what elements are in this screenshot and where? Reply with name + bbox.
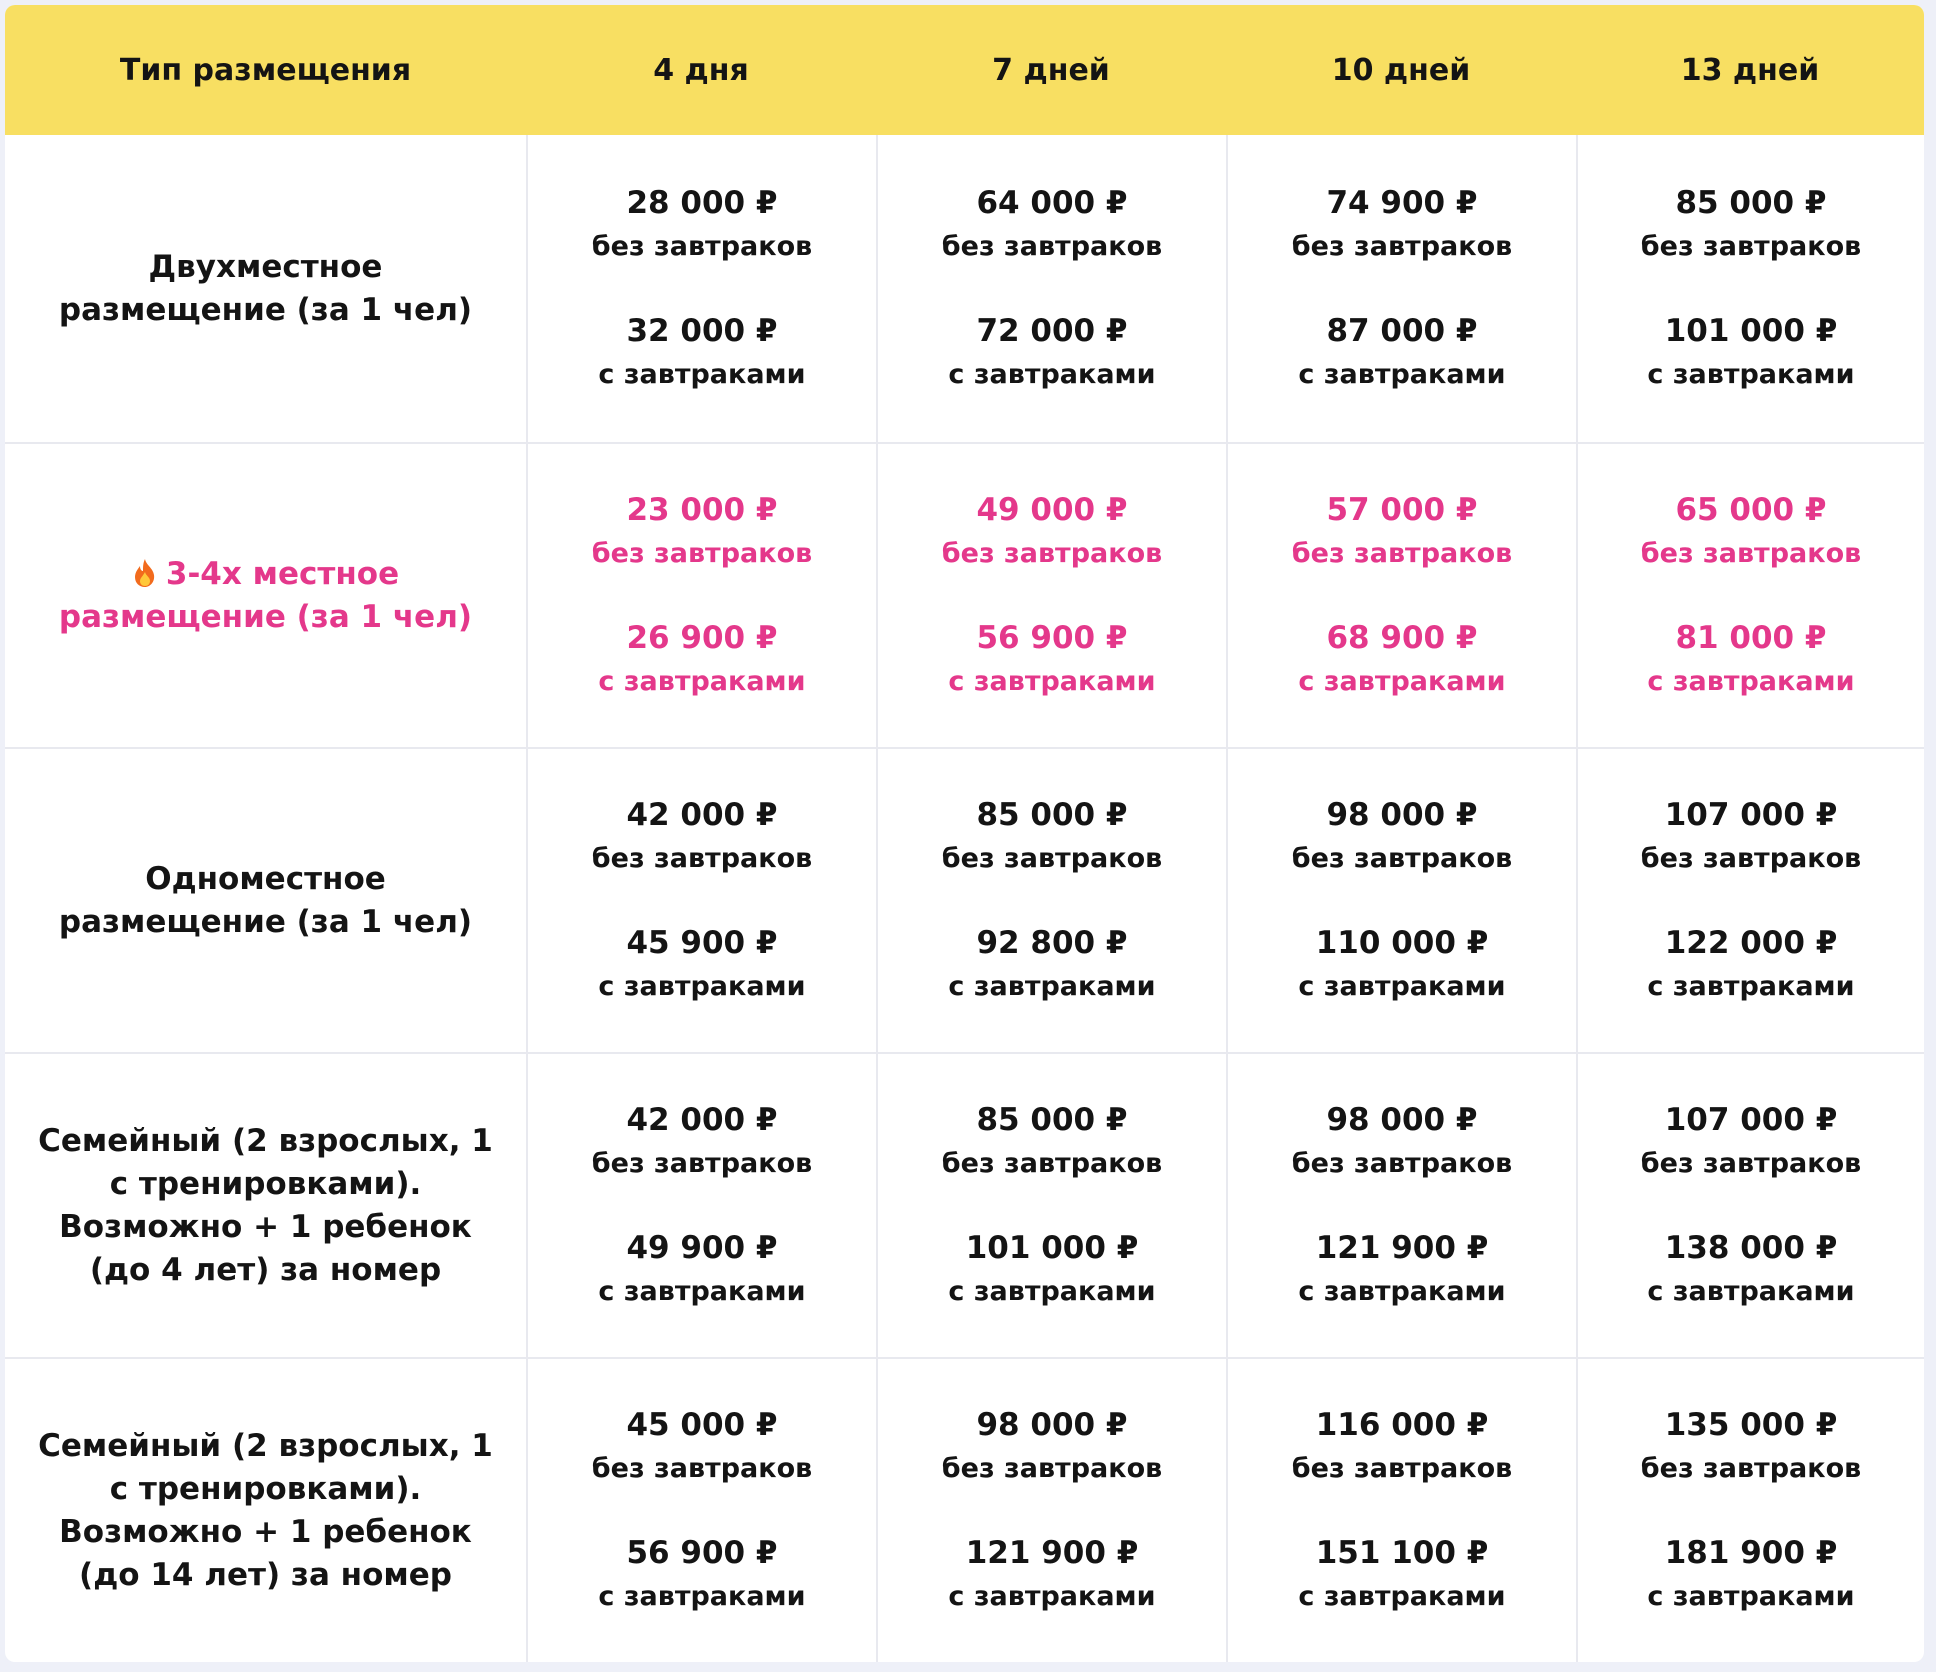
- price-note: без завтраков: [1640, 1452, 1862, 1484]
- price-no-breakfast: [592, 793, 812, 881]
- price-note: без завтраков: [941, 230, 1163, 262]
- price-amount: 107 000 ₽: [1664, 1101, 1838, 1138]
- price-note: с завтраками: [948, 358, 1156, 390]
- price-note: без завтраков: [591, 1452, 813, 1484]
- price-amount: 68 900 ₽: [1326, 619, 1478, 656]
- price-amount: 64 000 ₽: [976, 184, 1128, 221]
- price-cell: [526, 135, 876, 442]
- price-with-breakfast: [1298, 616, 1505, 704]
- price-amount: 49 900 ₽: [626, 1229, 778, 1266]
- price-no-breakfast: [942, 488, 1162, 576]
- price-note: с завтраками: [598, 665, 806, 697]
- price-note: без завтраков: [591, 537, 813, 569]
- price-amount: 181 900 ₽: [1664, 1534, 1838, 1571]
- accommodation-type-cell: [5, 444, 526, 747]
- price-amount: 101 000 ₽: [1664, 312, 1838, 349]
- price-amount: 42 000 ₽: [626, 796, 778, 833]
- price-with-breakfast: [598, 1226, 805, 1314]
- price-with-breakfast: [1647, 309, 1854, 397]
- price-note: без завтраков: [941, 842, 1163, 874]
- price-note: с завтраками: [1298, 1275, 1506, 1307]
- price-note: с завтраками: [598, 970, 806, 1002]
- price-no-breakfast: [942, 1098, 1162, 1186]
- price-amount: 81 000 ₽: [1675, 619, 1827, 656]
- fire-icon: [132, 558, 158, 588]
- price-note: без завтраков: [1291, 842, 1513, 874]
- price-note: без завтраков: [591, 842, 813, 874]
- header-accommodation-type: Тип размещения: [119, 52, 412, 88]
- price-note: без завтраков: [941, 1147, 1163, 1179]
- price-amount: 116 000 ₽: [1315, 1406, 1489, 1443]
- price-note: без завтраков: [1640, 230, 1862, 262]
- price-amount: 57 000 ₽: [1326, 491, 1478, 528]
- price-amount: 101 000 ₽: [965, 1229, 1139, 1266]
- price-with-breakfast: [1298, 1531, 1505, 1619]
- price-with-breakfast: [1647, 1226, 1854, 1314]
- price-amount: 138 000 ₽: [1664, 1229, 1838, 1266]
- price-no-breakfast: [942, 793, 1162, 881]
- price-cell: [1226, 1359, 1576, 1662]
- price-note: с завтраками: [1647, 1275, 1855, 1307]
- header-duration-10-days: 10 дней: [1331, 52, 1471, 88]
- price-no-breakfast: [592, 488, 812, 576]
- price-with-breakfast: [1647, 616, 1854, 704]
- price-note: с завтраками: [1298, 1580, 1506, 1612]
- price-amount: 45 000 ₽: [626, 1406, 778, 1443]
- price-no-breakfast: [592, 1403, 812, 1491]
- price-cell: [526, 1054, 876, 1357]
- price-no-breakfast: [1292, 793, 1512, 881]
- price-with-breakfast: [948, 1226, 1155, 1314]
- price-cell: [526, 1359, 876, 1662]
- price-with-breakfast: [1298, 309, 1505, 397]
- price-cell: [1226, 1054, 1576, 1357]
- price-cell: [876, 749, 1226, 1052]
- accommodation-type-text: 3-4х местное размещение (за 1 чел): [58, 555, 473, 635]
- price-no-breakfast: [1641, 1098, 1861, 1186]
- price-with-breakfast: [948, 1531, 1155, 1619]
- price-amount: 56 900 ₽: [976, 619, 1128, 656]
- price-amount: 151 100 ₽: [1315, 1534, 1489, 1571]
- price-note: с завтраками: [1298, 358, 1506, 390]
- price-note: с завтраками: [948, 970, 1156, 1002]
- price-note: без завтраков: [941, 537, 1163, 569]
- price-amount: 45 900 ₽: [626, 924, 778, 961]
- price-no-breakfast: [592, 181, 812, 269]
- price-note: с завтраками: [1298, 665, 1506, 697]
- price-with-breakfast: [598, 1531, 805, 1619]
- accommodation-type-label: Одноместное размещение (за 1 чел): [58, 860, 473, 940]
- price-amount: 98 000 ₽: [976, 1406, 1128, 1443]
- price-note: с завтраками: [598, 1580, 806, 1612]
- price-note: без завтраков: [1291, 1452, 1513, 1484]
- price-amount: 23 000 ₽: [626, 491, 778, 528]
- price-note: с завтраками: [598, 1275, 806, 1307]
- price-note: с завтраками: [1647, 358, 1855, 390]
- price-cell: [1576, 444, 1924, 747]
- price-amount: 28 000 ₽: [626, 184, 778, 221]
- price-no-breakfast: [1292, 1403, 1512, 1491]
- price-no-breakfast: [1641, 181, 1861, 269]
- price-with-breakfast: [1298, 1226, 1505, 1314]
- price-amount: 32 000 ₽: [626, 312, 778, 349]
- table-row: [5, 1357, 1924, 1662]
- header-duration-7-days: 7 дней: [992, 52, 1110, 88]
- price-no-breakfast: [1292, 1098, 1512, 1186]
- price-amount: 74 900 ₽: [1326, 184, 1478, 221]
- price-cell: [1576, 135, 1924, 442]
- price-cell: [1226, 444, 1576, 747]
- price-amount: 85 000 ₽: [1675, 184, 1827, 221]
- pricing-table: [5, 5, 1924, 1662]
- price-cell: [876, 135, 1226, 442]
- price-cell: [1576, 749, 1924, 1052]
- accommodation-type-cell: [5, 749, 526, 1052]
- price-note: без завтраков: [1291, 1147, 1513, 1179]
- price-with-breakfast: [598, 616, 805, 704]
- price-amount: 49 000 ₽: [976, 491, 1128, 528]
- accommodation-type-label: Семейный (2 взрослых, 1 с тренировками). Возможно + 1 ребенок (до 14 лет) за номер: [38, 1427, 493, 1593]
- price-cell: [876, 1054, 1226, 1357]
- accommodation-type-cell: [5, 135, 526, 442]
- price-amount: 42 000 ₽: [626, 1101, 778, 1138]
- price-amount: 56 900 ₽: [626, 1534, 778, 1571]
- table-row: [5, 135, 1924, 442]
- price-note: с завтраками: [1298, 970, 1506, 1002]
- price-no-breakfast: [1292, 488, 1512, 576]
- price-note: без завтраков: [1640, 842, 1862, 874]
- accommodation-type-label: Семейный (2 взрослых, 1 с тренировками). Возможно + 1 ребенок (до 4 лет) за номер: [38, 1122, 493, 1288]
- price-note: с завтраками: [598, 358, 806, 390]
- price-note: с завтраками: [948, 665, 1156, 697]
- price-note: с завтраками: [1647, 970, 1855, 1002]
- price-amount: 87 000 ₽: [1326, 312, 1478, 349]
- table-row: [5, 1052, 1924, 1357]
- price-with-breakfast: [1647, 1531, 1854, 1619]
- price-note: с завтраками: [948, 1580, 1156, 1612]
- price-note: без завтраков: [941, 1452, 1163, 1484]
- price-amount: 85 000 ₽: [976, 1101, 1128, 1138]
- price-amount: 107 000 ₽: [1664, 796, 1838, 833]
- price-amount: 121 900 ₽: [965, 1534, 1139, 1571]
- price-note: без завтраков: [1640, 1147, 1862, 1179]
- table-row: [5, 747, 1924, 1052]
- price-note: без завтраков: [1640, 537, 1862, 569]
- price-amount: 92 800 ₽: [976, 924, 1128, 961]
- price-no-breakfast: [1641, 1403, 1861, 1491]
- price-cell: [1226, 749, 1576, 1052]
- price-with-breakfast: [948, 309, 1155, 397]
- price-no-breakfast: [942, 181, 1162, 269]
- price-cell: [526, 749, 876, 1052]
- price-amount: 98 000 ₽: [1326, 796, 1478, 833]
- price-note: без завтраков: [591, 1147, 813, 1179]
- price-cell: [876, 444, 1226, 747]
- table-header: [5, 5, 1924, 135]
- price-with-breakfast: [598, 309, 805, 397]
- price-note: без завтраков: [1291, 537, 1513, 569]
- price-amount: 65 000 ₽: [1675, 491, 1827, 528]
- price-amount: 121 900 ₽: [1315, 1229, 1489, 1266]
- price-amount: 72 000 ₽: [976, 312, 1128, 349]
- price-amount: 122 000 ₽: [1664, 924, 1838, 961]
- price-with-breakfast: [1647, 921, 1854, 1009]
- price-amount: 26 900 ₽: [626, 619, 778, 656]
- price-note: с завтраками: [948, 1275, 1156, 1307]
- price-amount: 135 000 ₽: [1664, 1406, 1838, 1443]
- price-note: без завтраков: [1291, 230, 1513, 262]
- price-cell: [526, 444, 876, 747]
- price-amount: 98 000 ₽: [1326, 1101, 1478, 1138]
- price-note: с завтраками: [1647, 665, 1855, 697]
- price-with-breakfast: [948, 921, 1155, 1009]
- price-cell: [1576, 1054, 1924, 1357]
- accommodation-type-label: [5, 553, 526, 639]
- price-no-breakfast: [942, 1403, 1162, 1491]
- header-duration-13-days: 13 дней: [1680, 52, 1820, 88]
- price-with-breakfast: [948, 616, 1155, 704]
- price-cell: [1576, 1359, 1924, 1662]
- price-note: без завтраков: [591, 230, 813, 262]
- price-no-breakfast: [1292, 181, 1512, 269]
- price-with-breakfast: [598, 921, 805, 1009]
- table-row-highlighted: [5, 442, 1924, 747]
- accommodation-type-cell: [5, 1054, 526, 1357]
- price-cell: [876, 1359, 1226, 1662]
- header-duration-4-days: 4 дня: [653, 52, 749, 88]
- accommodation-type-cell: [5, 1359, 526, 1662]
- price-no-breakfast: [1641, 488, 1861, 576]
- price-amount: 85 000 ₽: [976, 796, 1128, 833]
- price-no-breakfast: [592, 1098, 812, 1186]
- price-amount: 110 000 ₽: [1315, 924, 1489, 961]
- accommodation-type-label: Двухместное размещение (за 1 чел): [58, 248, 473, 328]
- price-cell: [1226, 135, 1576, 442]
- price-with-breakfast: [1298, 921, 1505, 1009]
- price-note: с завтраками: [1647, 1580, 1855, 1612]
- price-no-breakfast: [1641, 793, 1861, 881]
